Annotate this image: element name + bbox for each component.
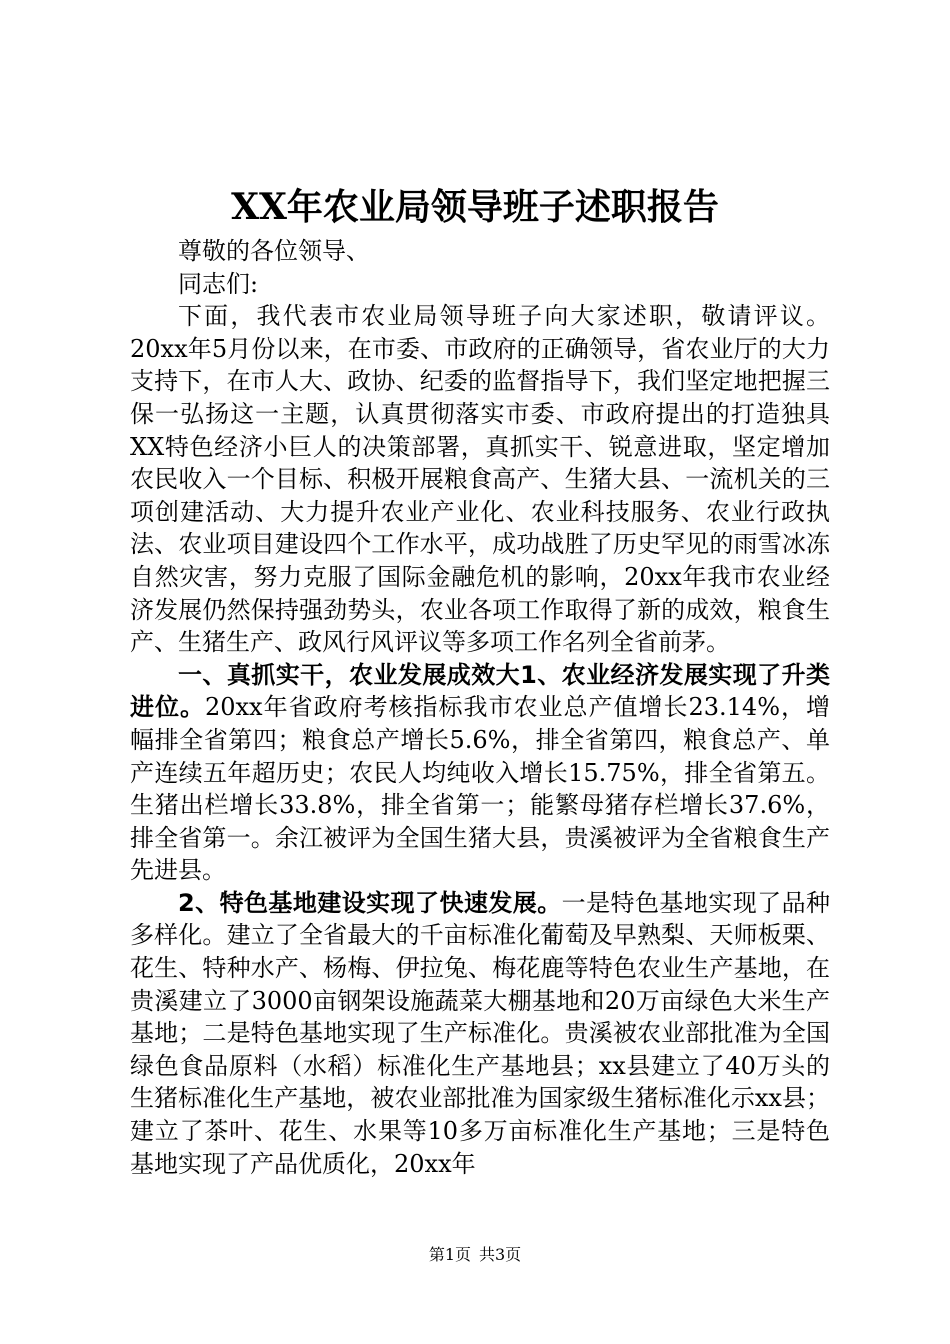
greeting-line-2: 同志们: (178, 269, 259, 298)
section-2-body: 一是特色基地实现了品种多样化。建立了全省最大的千亩标准化葡萄及早熟梨、天师板栗、花生、特种水产、杨梅、伊拉兔、梅花鹿等特色农业生产基地，在贵溪建立了3000亩钢架设施蔬菜大棚基地和20万亩绿色大米生产基地；二是特色基地实现了生产标准化。贵溪被农业部批准为全国绿色食品原料（水稻）标准化生产基地县；xx县建立了40万头的生猪标准化生产基地，被农业部批准为国家级生猪标准化示xx县；建立了茶叶、花生、水果等10多万亩标准化生产基地；三是特色基地实现了产品优质化，20xx年 (130, 888, 831, 1178)
page-number: 第1页 (428, 1245, 471, 1264)
document-title: XX年农业局领导班子述职报告 (231, 186, 719, 228)
paragraph-section-1 (130, 659, 830, 887)
page-footer (0, 1244, 950, 1266)
page-total: 共3页 (479, 1245, 522, 1264)
paragraph-intro: 下面，我代表市农业局领导班子向大家述职，敬请评议。20xx年5月份以来，在市委、市政府的正确领导，省农业厅的大力支持下，在市人大、政协、纪委的监督指导下，我们坚定地把握三保一弘扬这一主题，认真贯彻落实市委、市政府提出的打造独具XX特色经济小巨人的决策部署，真抓实干、锐意进取，坚定增加农民收入一个目标、积极开展粮食高产、生猪大县、一流机关的三项创建活动、大力提升农业产业化、农业科技服务、农业行政执法、农业项目建设四个工作水平，成功战胜了历史罕见的雨雪冰冻自然灾害，努力克服了国际金融危机的影响，20xx年我市农业经济发展仍然保持强劲势头，农业各项工作取得了新的成效，粮食生产、生猪生产、政风行风评议等多项工作名列全省前茅。 (130, 302, 830, 657)
paragraph-section-2 (130, 887, 830, 1180)
section-2-heading: 2、特色基地建设实现了快速发展。 (178, 888, 562, 917)
greeting-line-1: 尊敬的各位领导、 (178, 237, 370, 265)
section-1-heading: 一、真抓实干，农业发展成效大1、农业经济发展实现了升类进位。 (130, 660, 830, 722)
section-1-body: 20xx年省政府考核指标我市农业总产值增长23.14%，增幅排全省第四；粮食总产增长5.6%，排全省第四，粮食总产、单产连续五年超历史；农民人均纯收入增长15.75%，排全省第五。生猪出栏增长33.8%，排全省第一；能繁母猪存栏增长37.6%，排全省第一。余江被评为全国生猪大县，贵溪被评为全省粮食生产先进县。 (130, 693, 830, 885)
document-body (130, 235, 830, 1180)
